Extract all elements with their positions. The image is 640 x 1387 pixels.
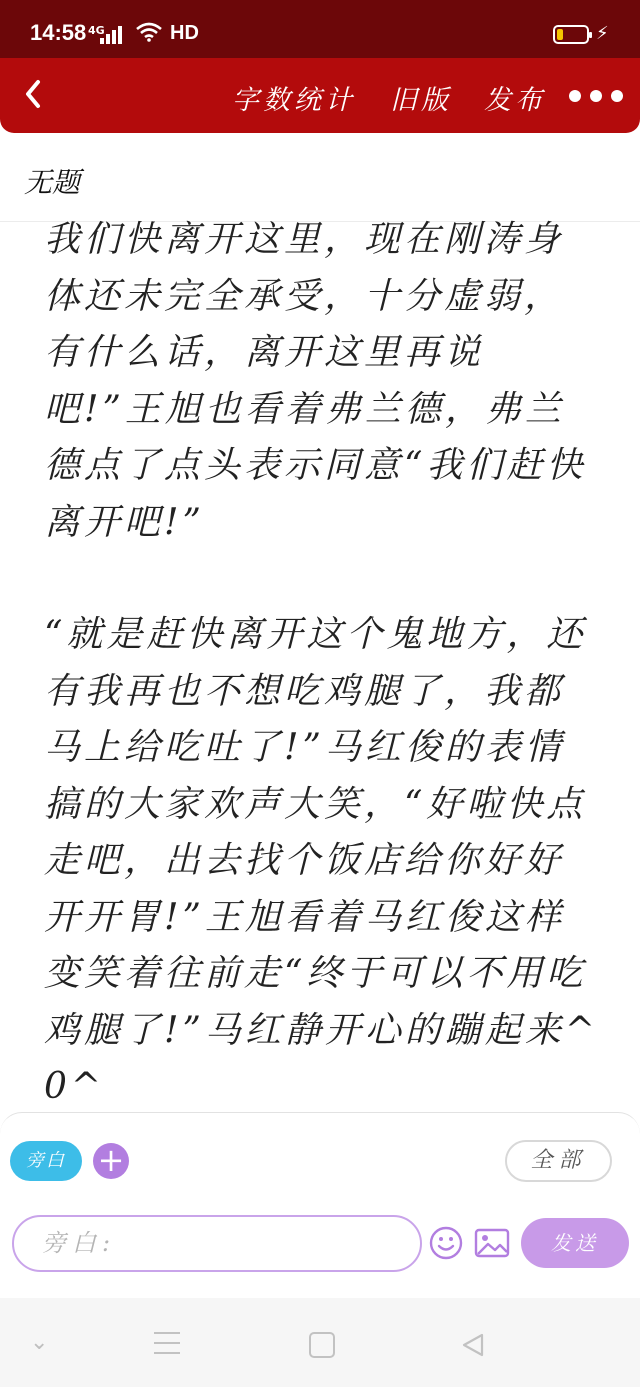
filter-all-button[interactable]: 全部 bbox=[505, 1140, 612, 1182]
network-type: 4G bbox=[88, 24, 105, 37]
composer-panel bbox=[0, 1112, 640, 1298]
emoji-icon[interactable] bbox=[429, 1226, 463, 1260]
old-version-button[interactable]: 旧版 bbox=[390, 85, 452, 116]
battery-icon bbox=[553, 25, 589, 44]
system-nav-bar bbox=[0, 1298, 640, 1387]
app-bar bbox=[0, 58, 640, 133]
chevron-down-icon[interactable]: ⌄ bbox=[30, 1330, 49, 1355]
recent-apps-icon[interactable] bbox=[154, 1332, 180, 1362]
status-time: 14:58 bbox=[30, 20, 87, 45]
nav-back-icon[interactable] bbox=[460, 1332, 486, 1358]
message-input[interactable]: 旁白: bbox=[12, 1215, 422, 1272]
paragraph: 我们快离开这里，现在刚涛身体还未完全承受，十分虚弱，有什么话，离开这里再说吧!”王旭也看着弗兰德，弗兰德点了点头表示同意“我们赶快离开吧!” bbox=[44, 219, 587, 543]
paragraph: “就是赶快离开这个鬼地方，还有我再也不想吃鸡腿了，我都马上给吃吐了!”马红俊的表情搞的大家欢声大笑，“好啦快点走吧，出去找个饭店给你好好开开胃!”王旭看着马红俊这样变笑着往前走“终于可以不用吃鸡腿了!”马红静开心的蹦起来^0^ bbox=[44, 614, 600, 1107]
document-body[interactable] bbox=[44, 219, 600, 1116]
charging-icon: ⚡ bbox=[596, 23, 609, 44]
send-button[interactable]: 发送 bbox=[521, 1218, 629, 1268]
status-bar bbox=[0, 0, 640, 58]
word-count-button[interactable]: 字数统计 bbox=[232, 85, 356, 116]
more-options-icon[interactable] bbox=[569, 90, 623, 102]
document-title[interactable]: 无题 bbox=[24, 166, 81, 199]
publish-button[interactable]: 发布 bbox=[484, 85, 546, 116]
wifi-icon bbox=[136, 22, 162, 42]
home-icon[interactable] bbox=[309, 1332, 335, 1358]
add-role-button[interactable]: + bbox=[93, 1143, 129, 1179]
signal-icon bbox=[100, 26, 122, 44]
image-icon[interactable] bbox=[474, 1228, 510, 1258]
back-button[interactable] bbox=[18, 74, 50, 114]
hd-indicator: HD bbox=[170, 22, 199, 44]
title-row[interactable] bbox=[0, 133, 640, 222]
role-tag-narrator[interactable]: 旁白 bbox=[10, 1141, 82, 1181]
